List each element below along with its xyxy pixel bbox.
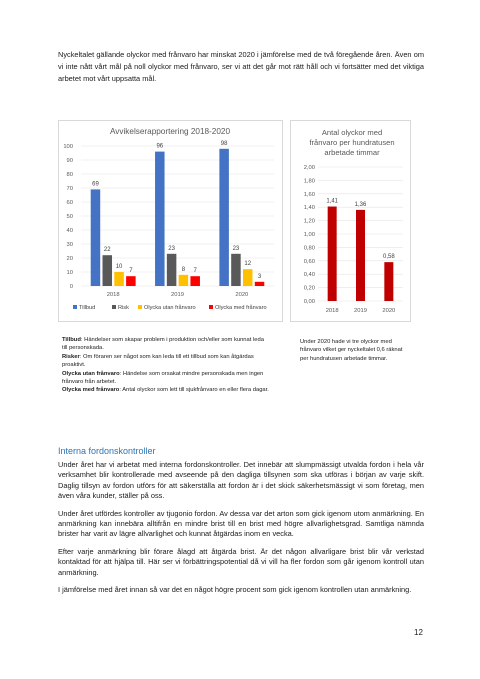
x-tick-label: 2020 <box>382 308 396 314</box>
accident-rate-note: Under 2020 hade vi tre olyckor med frånvaro vilket ger nyckeltalet 0,6 räknat per hundratusen arbetade timmar. <box>300 339 403 362</box>
bar <box>255 282 264 286</box>
y-tick-label: 0 <box>69 284 73 290</box>
chart-title-line: frånvaro per hundratusen <box>309 138 395 147</box>
x-tick-label: 2018 <box>325 308 339 314</box>
bar <box>155 152 165 286</box>
bar <box>190 276 200 286</box>
bar <box>103 255 113 286</box>
legend-label: Olycka utan frånvaro <box>144 305 196 311</box>
chart-title: Avvikelserapportering 2018-2020 <box>109 127 231 136</box>
definition-item <box>62 353 270 370</box>
y-tick-label: 40 <box>66 228 73 234</box>
definition-text: : Om föraren ser något som kan leda till ett tillbud som kan åtgärdas proaktivt. <box>62 353 254 369</box>
accident-rate-chart-svg <box>291 121 410 321</box>
legend-swatch <box>138 305 142 309</box>
y-tick-label: 30 <box>66 242 73 248</box>
y-tick-label: 10 <box>66 270 73 276</box>
definition-text: : Antal olyckor som lett till sjukfrånvaro en eller flera dagar. <box>119 387 269 394</box>
body-paragraph: Under året har vi arbetat med interna fordonskontroller. Det innebär att slumpmässigt utvalda fordon i hela vår verksamhet blir kontrollerade med avseende på den dagliga tillsynen som ska utföras i början av varje skift. Daglig tillsyn av fordon utförs för att säkerställa att fordon är i det skick säkerhetsmässigt vi som företag, men även våra kunder, ställer på oss. <box>58 460 424 501</box>
y-tick-label: 90 <box>66 158 73 164</box>
body-paragraph: I jämförelse med året innan så var det en något högre procent som gick igenom kontrollen utan anmärkning. <box>58 585 412 595</box>
x-tick-label: 2020 <box>235 292 249 298</box>
bar <box>356 210 365 301</box>
data-label: 22 <box>103 247 111 254</box>
bar <box>328 207 337 301</box>
section-heading: Interna fordonskontroller <box>58 446 156 456</box>
legend-label: Olycka med frånvaro <box>215 305 267 311</box>
y-tick-label: 20 <box>66 256 73 262</box>
y-tick-label: 0,20 <box>303 285 315 292</box>
legend-swatch <box>209 305 213 309</box>
intro-paragraph: Nyckeltalet gällande olyckor med frånvaro har minskat 2020 i jämförelse med de två föregående åren. Även om vi inte nått vårt mål på noll olyckor med frånvaro, ser vi att det går mot rätt håll och vi fortsätter med det viktiga arbetet mot vårt uppsatta mål. <box>58 50 424 83</box>
body-paragraph: Efter varje anmärkning blir förare ålagd att åtgärda brist. Är det någon allvarligare brist blir vår verkstad kontaktad för att hjälpa till. Här ser vi förbättringspotential då vi vill ha fler fordon som går igenom kontroll utan anmärkning. <box>58 546 424 577</box>
bar <box>219 149 229 286</box>
data-label: 3 <box>257 273 262 280</box>
y-tick-label: 1,60 <box>303 191 315 198</box>
deviation-report-chart <box>58 120 283 322</box>
y-tick-label: 60 <box>66 200 73 206</box>
legend-swatch <box>73 305 77 309</box>
y-tick-label: 2,00 <box>303 165 315 171</box>
data-label: 7 <box>129 268 133 275</box>
bar <box>126 276 136 286</box>
data-label: 96 <box>156 143 164 150</box>
page-number: 12 <box>414 628 423 637</box>
chart-title-line: Antal olyckor med <box>321 128 383 137</box>
y-tick-label: 70 <box>66 186 73 192</box>
x-tick-label: 2018 <box>106 292 120 298</box>
y-tick-label: 1,80 <box>303 178 315 185</box>
legend-label: Risk <box>118 305 129 311</box>
y-tick-label: 0,40 <box>303 272 315 279</box>
definition-term: Risker <box>62 353 80 360</box>
data-label: 1,36 <box>354 201 367 208</box>
definition-term: Olycka utan frånvaro <box>62 370 120 377</box>
y-tick-label: 0,00 <box>303 299 315 305</box>
data-label: 23 <box>232 245 240 252</box>
data-label: 69 <box>92 181 99 188</box>
y-tick-label: 50 <box>66 214 73 220</box>
definition-text: : Händelser som skapar problem i produktion och/eller som kunnat leda till personskada. <box>62 337 264 352</box>
definition-item <box>62 386 270 394</box>
y-tick-label: 1,40 <box>303 205 315 212</box>
bar <box>91 189 101 286</box>
data-label: 1,41 <box>326 198 339 205</box>
chart-definitions <box>62 336 270 395</box>
data-label: 7 <box>193 268 197 275</box>
legend-swatch <box>112 305 116 309</box>
data-label: 23 <box>168 245 175 252</box>
body-paragraph: Under året utfördes kontroller av tjugonio fordon. Av dessa var det arton som gick igenom utom anmärkning. En anmärkning kan innebära alltifrån en mindre brist till en brist med högre allvarlighetsgrad. Samtliga nämnda brister har varit av lägre allvarlighet och kunnat åtgärdas inom en vecka. <box>58 508 424 539</box>
bar <box>243 269 253 286</box>
legend-label: Tillbud <box>79 305 96 311</box>
y-tick-label: 80 <box>66 172 73 178</box>
y-tick-label: 100 <box>63 144 73 150</box>
definition-text: : Händelse som orsakat mindre personskada men ingen frånvaro från arbetet. <box>62 370 264 386</box>
deviation-report-chart-svg <box>59 121 282 321</box>
data-label: 12 <box>244 261 252 268</box>
bar <box>179 275 189 286</box>
section-body <box>58 460 424 602</box>
definition-item <box>62 336 270 353</box>
y-tick-label: 0,80 <box>303 245 315 252</box>
data-label: 10 <box>115 264 123 270</box>
y-tick-label: 1,00 <box>303 232 315 238</box>
bar <box>231 254 241 286</box>
data-label: 98 <box>220 140 228 147</box>
definition-item <box>62 370 270 387</box>
y-tick-label: 1,20 <box>303 218 315 225</box>
definition-term: Tillbud <box>62 337 81 343</box>
chart-title-line: arbetade timmar <box>324 148 380 157</box>
bar <box>384 262 393 301</box>
data-label: 0,58 <box>382 254 395 261</box>
x-tick-label: 2019 <box>354 308 367 314</box>
data-label: 8 <box>181 266 186 273</box>
definition-term: Olycka med frånvaro <box>62 387 120 394</box>
x-tick-label: 2019 <box>171 292 184 298</box>
bar <box>114 272 124 286</box>
y-tick-label: 0,60 <box>303 258 315 265</box>
bar <box>167 254 177 286</box>
accident-rate-chart <box>290 120 411 322</box>
